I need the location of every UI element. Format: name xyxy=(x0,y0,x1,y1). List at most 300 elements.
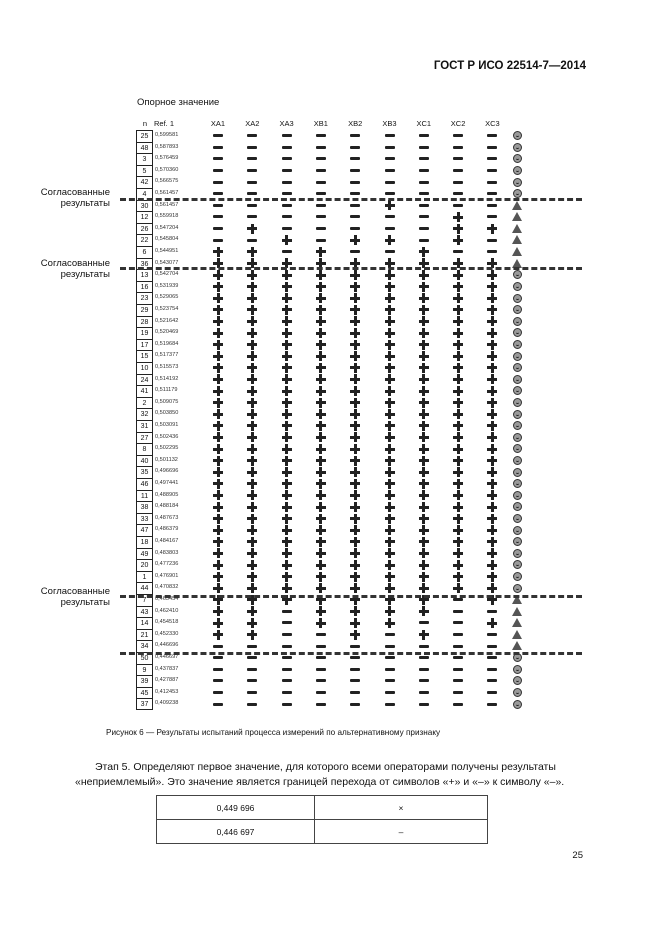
row-number: 12 xyxy=(136,211,153,223)
plus-icon xyxy=(384,363,396,373)
reference-value: 0,531939 xyxy=(155,282,179,289)
smile-icon xyxy=(513,560,522,569)
plus-icon xyxy=(212,618,224,628)
plus-icon xyxy=(384,409,396,419)
minus-icon xyxy=(315,131,327,141)
plus-icon xyxy=(246,224,258,234)
minus-icon xyxy=(486,676,498,686)
row-number: 21 xyxy=(136,629,153,641)
plus-icon xyxy=(418,467,430,477)
smile-icon xyxy=(513,456,522,465)
plus-icon xyxy=(452,537,464,547)
minus-icon xyxy=(315,154,327,164)
smile-icon xyxy=(513,154,522,163)
plus-icon xyxy=(212,583,224,593)
plus-icon xyxy=(212,537,224,547)
smile-icon xyxy=(513,294,522,303)
plus-icon xyxy=(452,316,464,326)
warning-triangle-icon xyxy=(512,201,522,210)
plus-icon xyxy=(486,432,498,442)
smile-icon xyxy=(513,700,522,709)
minus-icon xyxy=(384,154,396,164)
minus-icon xyxy=(212,699,224,709)
plus-icon xyxy=(281,398,293,408)
plus-icon xyxy=(384,421,396,431)
plus-icon xyxy=(452,224,464,234)
plus-icon xyxy=(212,305,224,315)
body-paragraph: Этап 5. Определяют первое значение, для которого всеми операторами получены результаты «неприемлемый». Это значение является границей перехода от символов «+» и «–» к символу «–». xyxy=(75,761,565,788)
plus-icon xyxy=(486,421,498,431)
plus-icon xyxy=(384,444,396,454)
plus-icon xyxy=(315,340,327,350)
col-header-n: n xyxy=(142,119,148,128)
reference-value: 0,484167 xyxy=(155,538,179,544)
minus-icon xyxy=(418,688,430,698)
boundary-value: 0,449 696 xyxy=(157,796,315,820)
plus-icon xyxy=(246,456,258,466)
warning-triangle-icon xyxy=(512,212,522,221)
plus-icon xyxy=(452,340,464,350)
plus-icon xyxy=(418,374,430,384)
plus-icon xyxy=(212,467,224,477)
plus-icon xyxy=(349,340,361,350)
plus-icon xyxy=(246,374,258,384)
minus-icon xyxy=(486,154,498,164)
minus-icon xyxy=(212,688,224,698)
minus-icon xyxy=(212,235,224,245)
plus-icon xyxy=(349,270,361,280)
row-number: 6 xyxy=(136,246,153,258)
plus-icon xyxy=(315,374,327,384)
plus-icon xyxy=(212,351,224,361)
plus-icon xyxy=(212,444,224,454)
row-number: 35 xyxy=(136,466,153,478)
plus-icon xyxy=(418,247,430,257)
warning-triangle-icon xyxy=(512,607,522,616)
plus-icon xyxy=(246,282,258,292)
plus-icon xyxy=(212,374,224,384)
minus-icon xyxy=(212,212,224,222)
minus-icon xyxy=(281,142,293,152)
row-number: 2 xyxy=(136,397,153,409)
row-number: 28 xyxy=(136,316,153,328)
row-number: 9 xyxy=(136,664,153,676)
minus-icon xyxy=(452,699,464,709)
plus-icon xyxy=(281,444,293,454)
reference-value: 0,576459 xyxy=(155,155,179,162)
segment-label xyxy=(30,586,110,608)
row-number: 50 xyxy=(136,652,153,664)
plus-icon xyxy=(486,456,498,466)
plus-icon xyxy=(212,421,224,431)
minus-icon xyxy=(246,166,258,176)
minus-icon xyxy=(281,224,293,234)
row-number: 3 xyxy=(136,153,153,165)
smile-icon xyxy=(513,444,522,453)
plus-icon xyxy=(418,479,430,489)
segment-divider xyxy=(120,267,582,270)
plus-icon xyxy=(452,421,464,431)
minus-icon xyxy=(281,630,293,640)
plus-icon xyxy=(418,270,430,280)
minus-icon xyxy=(452,166,464,176)
reference-value: 0,477236 xyxy=(155,561,179,568)
row-number: 46 xyxy=(136,478,153,490)
reference-value: 0,566575 xyxy=(155,178,179,185)
plus-icon xyxy=(349,421,361,431)
plus-icon xyxy=(281,525,293,535)
minus-icon xyxy=(349,641,361,651)
plus-icon xyxy=(418,363,430,373)
reference-value: 0,599581 xyxy=(155,132,179,138)
plus-icon xyxy=(452,432,464,442)
plus-icon xyxy=(281,560,293,570)
plus-icon xyxy=(246,421,258,431)
smile-icon xyxy=(513,514,522,523)
col-header-ref: Ref. 1 xyxy=(154,119,175,128)
plus-icon xyxy=(212,247,224,257)
plus-icon xyxy=(384,351,396,361)
row-number: 41 xyxy=(136,385,153,397)
plus-icon xyxy=(212,456,224,466)
minus-icon xyxy=(212,200,224,210)
plus-icon xyxy=(486,514,498,524)
minus-icon xyxy=(418,235,430,245)
plus-icon xyxy=(452,514,464,524)
minus-icon xyxy=(281,618,293,628)
plus-icon xyxy=(384,479,396,489)
col-header: XB2 xyxy=(348,119,363,128)
minus-icon xyxy=(281,688,293,698)
reference-value: 0,561457 xyxy=(155,201,179,208)
minus-icon xyxy=(349,676,361,686)
plus-icon xyxy=(486,374,498,384)
row-number: 14 xyxy=(136,617,153,629)
warning-triangle-icon xyxy=(512,630,522,639)
plus-icon xyxy=(315,514,327,524)
row-number: 42 xyxy=(136,176,153,188)
col-header: XB1 xyxy=(313,119,328,128)
minus-icon xyxy=(281,247,293,257)
plus-icon xyxy=(212,525,224,535)
minus-icon xyxy=(384,676,396,686)
reference-value: 0,517377 xyxy=(155,352,179,359)
smile-icon xyxy=(513,317,522,326)
plus-icon xyxy=(418,305,430,315)
reference-value: 0,501132 xyxy=(155,456,178,463)
plus-icon xyxy=(246,490,258,500)
warning-triangle-icon xyxy=(512,641,522,650)
reference-value: 0,521642 xyxy=(155,317,179,324)
plus-icon xyxy=(384,537,396,547)
minus-icon xyxy=(452,630,464,640)
reference-value: 0,502295 xyxy=(155,445,179,452)
plus-icon xyxy=(418,398,430,408)
reference-value: 0,587893 xyxy=(155,143,179,150)
minus-icon xyxy=(486,247,498,257)
plus-icon xyxy=(315,572,327,582)
minus-icon xyxy=(246,177,258,187)
minus-icon xyxy=(452,200,464,210)
plus-icon xyxy=(315,398,327,408)
minus-icon xyxy=(349,224,361,234)
smile-icon xyxy=(513,270,522,279)
plus-icon xyxy=(212,270,224,280)
plus-icon xyxy=(212,293,224,303)
plus-icon xyxy=(246,270,258,280)
plus-icon xyxy=(315,583,327,593)
minus-icon xyxy=(349,142,361,152)
reference-value: 0,503850 xyxy=(155,410,179,417)
plus-icon xyxy=(418,583,430,593)
plus-icon xyxy=(486,305,498,315)
plus-icon xyxy=(281,502,293,512)
plus-icon xyxy=(384,398,396,408)
plus-icon xyxy=(315,316,327,326)
plus-icon xyxy=(281,490,293,500)
smile-icon xyxy=(513,526,522,535)
reference-value: 0,497441 xyxy=(155,480,179,486)
plus-icon xyxy=(384,572,396,582)
row-number: 43 xyxy=(136,606,153,618)
minus-icon xyxy=(212,154,224,164)
plus-icon xyxy=(212,606,224,616)
plus-icon xyxy=(486,502,498,512)
minus-icon xyxy=(246,641,258,651)
plus-icon xyxy=(486,409,498,419)
minus-icon xyxy=(384,630,396,640)
minus-icon xyxy=(486,641,498,651)
boundary-table xyxy=(156,795,488,844)
plus-icon xyxy=(384,270,396,280)
minus-icon xyxy=(452,618,464,628)
minus-icon xyxy=(418,676,430,686)
plus-icon xyxy=(212,514,224,524)
plus-icon xyxy=(281,456,293,466)
plus-icon xyxy=(281,340,293,350)
plus-icon xyxy=(486,328,498,338)
plus-icon xyxy=(246,247,258,257)
minus-icon xyxy=(418,224,430,234)
row-number: 18 xyxy=(136,536,153,548)
reference-value: 0,470832 xyxy=(155,584,179,591)
reference-value: 0,519684 xyxy=(155,340,179,347)
table-row xyxy=(157,820,488,844)
smile-icon xyxy=(513,189,522,198)
minus-icon xyxy=(486,699,498,709)
minus-icon xyxy=(246,664,258,674)
minus-icon xyxy=(315,224,327,234)
minus-icon xyxy=(246,154,258,164)
minus-icon xyxy=(486,131,498,141)
minus-icon xyxy=(212,177,224,187)
minus-icon xyxy=(212,131,224,141)
minus-icon xyxy=(384,131,396,141)
plus-icon xyxy=(418,293,430,303)
reference-value: 0,570360 xyxy=(155,166,179,173)
smile-icon xyxy=(513,676,522,685)
minus-icon xyxy=(281,606,293,616)
minus-icon xyxy=(315,177,327,187)
plus-icon xyxy=(486,618,498,628)
plus-icon xyxy=(452,305,464,315)
plus-icon xyxy=(349,618,361,628)
col-header: XA1 xyxy=(210,119,226,128)
plus-icon xyxy=(452,490,464,500)
plus-icon xyxy=(452,235,464,245)
plus-icon xyxy=(315,618,327,628)
boundary-symbol: × xyxy=(315,796,488,820)
reference-value: 0,454518 xyxy=(155,619,179,626)
col-header: XB3 xyxy=(382,119,397,128)
reference-value: 0,559918 xyxy=(155,213,179,220)
minus-icon xyxy=(418,641,430,651)
reference-value: 0,487673 xyxy=(155,514,179,521)
plus-icon xyxy=(384,490,396,500)
reference-value: 0,437837 xyxy=(155,665,179,672)
plus-icon xyxy=(384,606,396,616)
plus-icon xyxy=(246,583,258,593)
reference-value: 0,544951 xyxy=(155,248,179,254)
plus-icon xyxy=(246,316,258,326)
minus-icon xyxy=(315,688,327,698)
minus-icon xyxy=(315,235,327,245)
row-number: 31 xyxy=(136,420,153,432)
plus-icon xyxy=(452,525,464,535)
plus-icon xyxy=(349,386,361,396)
plus-icon xyxy=(349,316,361,326)
plus-icon xyxy=(384,618,396,628)
plus-icon xyxy=(384,316,396,326)
minus-icon xyxy=(315,142,327,152)
row-number: 39 xyxy=(136,675,153,687)
boundary-symbol: – xyxy=(315,820,488,844)
plus-icon xyxy=(349,235,361,245)
plus-icon xyxy=(486,525,498,535)
plus-icon xyxy=(349,479,361,489)
plus-icon xyxy=(349,282,361,292)
minus-icon xyxy=(384,699,396,709)
plus-icon xyxy=(246,525,258,535)
plus-icon xyxy=(452,444,464,454)
plus-icon xyxy=(418,537,430,547)
plus-icon xyxy=(452,560,464,570)
boundary-value: 0,446 697 xyxy=(157,820,315,844)
plus-icon xyxy=(315,421,327,431)
plus-icon xyxy=(246,328,258,338)
plus-icon xyxy=(384,235,396,245)
plus-icon xyxy=(384,525,396,535)
plus-icon xyxy=(418,444,430,454)
document-header: ГОСТ Р ИСО 22514-7—2014 xyxy=(433,60,586,72)
minus-icon xyxy=(452,676,464,686)
plus-icon xyxy=(349,548,361,558)
plus-icon xyxy=(281,479,293,489)
plus-icon xyxy=(418,548,430,558)
reference-value: 0,427887 xyxy=(155,677,179,684)
minus-icon xyxy=(384,664,396,674)
reference-value: 0,476901 xyxy=(155,572,179,579)
row-number: 47 xyxy=(136,524,153,536)
row-number: 48 xyxy=(136,142,153,154)
plus-icon xyxy=(212,282,224,292)
minus-icon xyxy=(349,247,361,257)
plus-icon xyxy=(246,618,258,628)
plus-icon xyxy=(486,340,498,350)
segment-label-line2: результаты xyxy=(60,198,110,209)
col-header: XA2 xyxy=(245,119,260,128)
segment-label xyxy=(30,187,110,209)
plus-icon xyxy=(349,374,361,384)
segment-divider xyxy=(120,198,582,201)
plus-icon xyxy=(418,351,430,361)
plus-icon xyxy=(315,409,327,419)
row-number: 22 xyxy=(136,234,153,246)
plus-icon xyxy=(486,479,498,489)
minus-icon xyxy=(486,212,498,222)
plus-icon xyxy=(486,560,498,570)
plus-icon xyxy=(452,351,464,361)
table-row xyxy=(157,796,488,820)
plus-icon xyxy=(418,560,430,570)
plus-icon xyxy=(281,386,293,396)
minus-icon xyxy=(349,664,361,674)
minus-icon xyxy=(246,200,258,210)
plus-icon xyxy=(281,328,293,338)
plus-icon xyxy=(315,247,327,257)
plus-icon xyxy=(486,467,498,477)
plus-icon xyxy=(486,282,498,292)
plus-icon xyxy=(246,514,258,524)
plus-icon xyxy=(212,502,224,512)
reference-value: 0,547204 xyxy=(155,224,179,231)
plus-icon xyxy=(246,537,258,547)
minus-icon xyxy=(212,224,224,234)
minus-icon xyxy=(281,166,293,176)
smile-icon xyxy=(513,479,522,488)
plus-icon xyxy=(452,583,464,593)
plus-icon xyxy=(384,560,396,570)
plus-icon xyxy=(384,293,396,303)
segment-label-line1: Согласованные xyxy=(40,586,110,597)
minus-icon xyxy=(418,664,430,674)
reference-value: 0,520469 xyxy=(155,329,179,336)
reference-value: 0,496696 xyxy=(155,468,179,475)
reference-value: 0,446697 xyxy=(155,654,179,660)
minus-icon xyxy=(452,606,464,616)
plus-icon xyxy=(418,456,430,466)
plus-icon xyxy=(246,351,258,361)
row-number: 8 xyxy=(136,443,153,455)
plus-icon xyxy=(384,282,396,292)
plus-icon xyxy=(452,374,464,384)
reference-value: 0,543077 xyxy=(155,259,179,266)
plus-icon xyxy=(281,548,293,558)
col-header: XA3 xyxy=(279,119,294,128)
minus-icon xyxy=(486,688,498,698)
plus-icon xyxy=(281,537,293,547)
plus-icon xyxy=(486,572,498,582)
col-header: XC3 xyxy=(485,119,500,128)
minus-icon xyxy=(349,131,361,141)
row-number: 40 xyxy=(136,455,153,467)
row-number: 29 xyxy=(136,304,153,316)
plus-icon xyxy=(418,328,430,338)
plus-icon xyxy=(315,490,327,500)
minus-icon xyxy=(315,676,327,686)
minus-icon xyxy=(452,142,464,152)
minus-icon xyxy=(246,131,258,141)
